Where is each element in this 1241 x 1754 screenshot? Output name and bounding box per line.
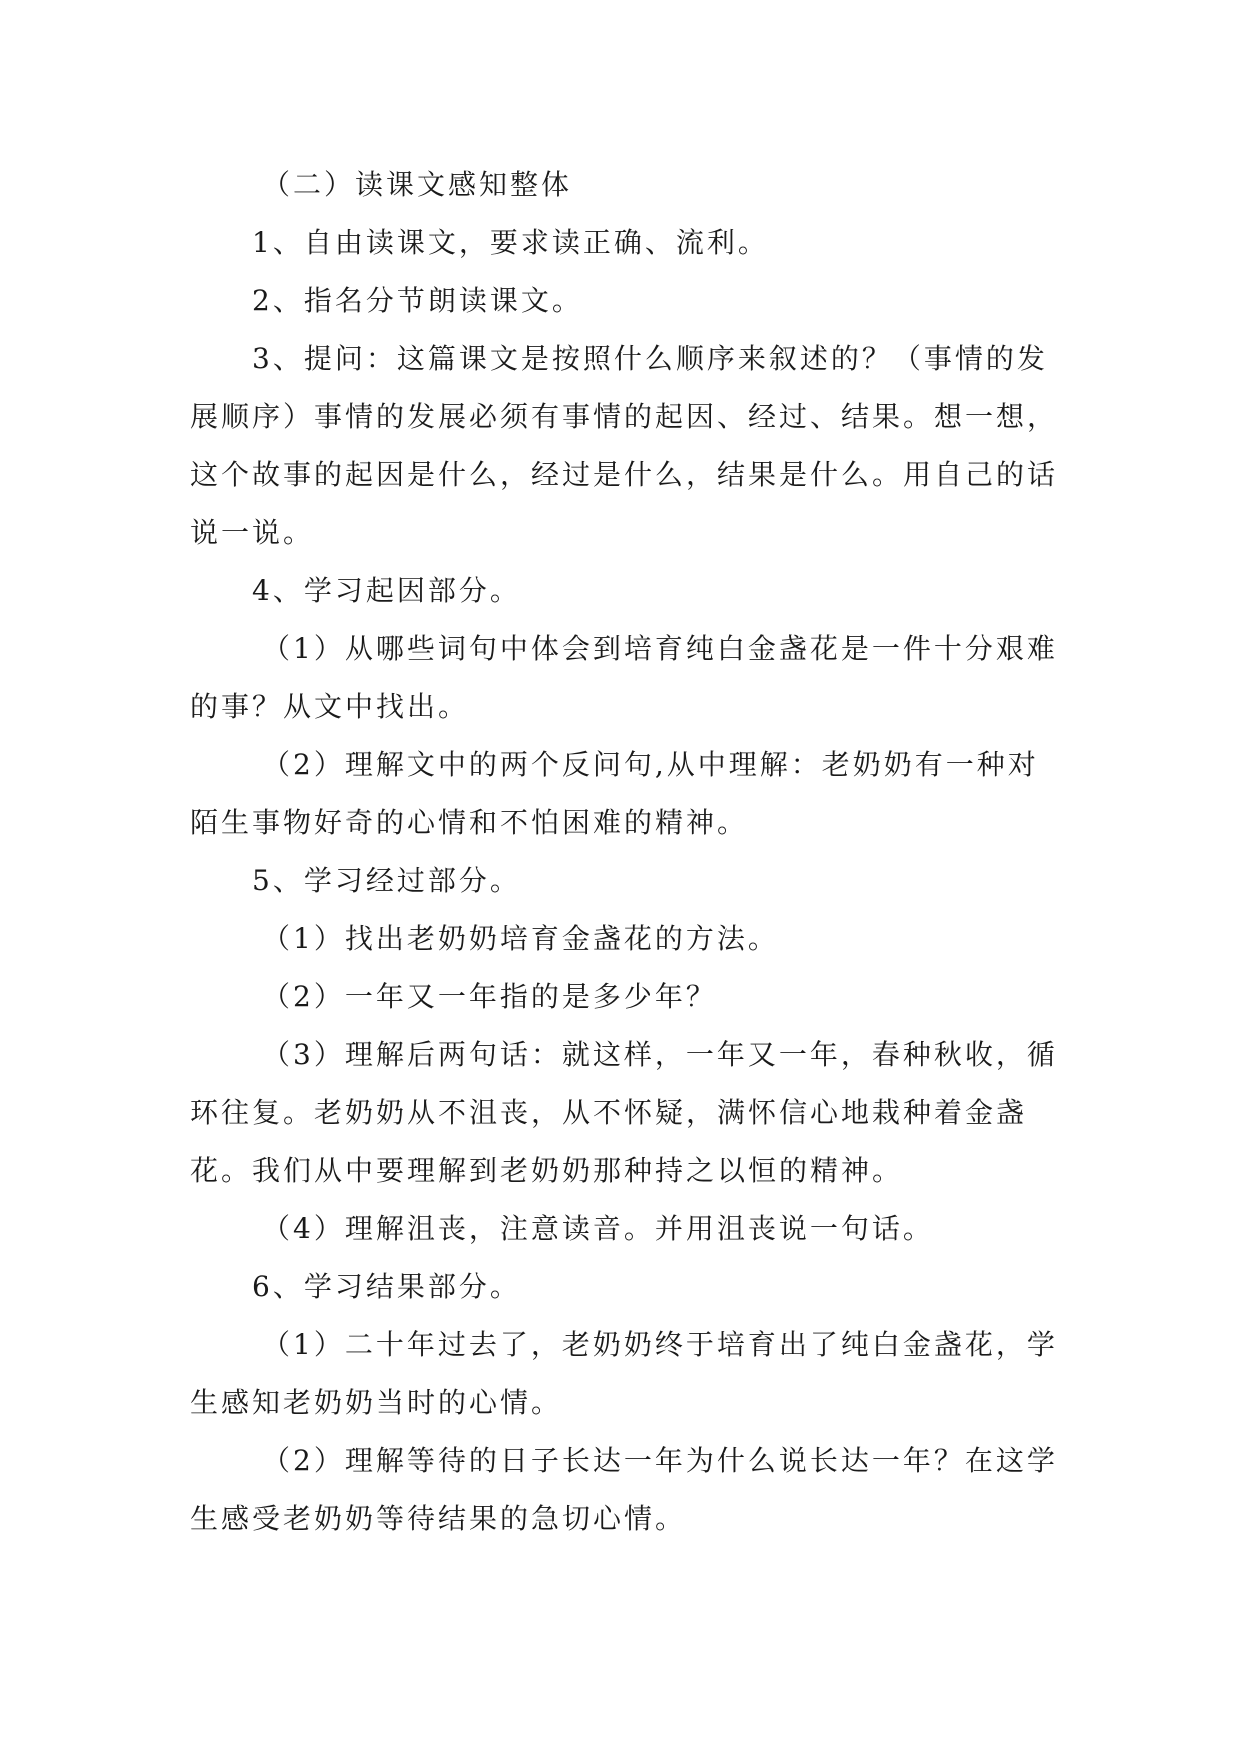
paragraph-item-5-3: （3）理解后两句话：就这样，一年又一年，春种秋收，循环往复。老奶奶从不沮丧，从不怀疑，满怀信心地栽种着金盏花。我们从中要理解到老奶奶那种持之以恒的精神。 — [190, 1038, 1058, 1187]
paragraph-item-5: 5、学习经过部分。 — [252, 864, 521, 897]
paragraph-item-6-1: （1）二十年过去了，老奶奶终于培育出了纯白金盏花，学生感知老奶奶当时的心情。 — [190, 1328, 1058, 1419]
paragraph-item-4: 4、学习起因部分。 — [252, 574, 521, 607]
paragraph-item-1: 1、自由读课文，要求读正确、流利。 — [252, 226, 769, 259]
paragraph-item-5-4: （4）理解沮丧，注意读音。并用沮丧说一句话。 — [262, 1212, 934, 1245]
paragraph-item-2: 2、指名分节朗读课文。 — [252, 284, 583, 317]
section-heading: （二）读课文感知整体 — [262, 168, 573, 201]
paragraph-item-5-1: （1）找出老奶奶培育金盏花的方法。 — [262, 922, 779, 955]
paragraph-item-6-2: （2）理解等待的日子长达一年为什么说长达一年？在这学生感受老奶奶等待结果的急切心情。 — [190, 1444, 1058, 1535]
paragraph-item-6: 6、学习结果部分。 — [252, 1270, 521, 1303]
paragraph-item-4-2: （2）理解文中的两个反问句,从中理解：老奶奶有一种对陌生事物好奇的心情和不怕困难的精神。 — [190, 748, 1039, 839]
paragraph-item-5-2: （2）一年又一年指的是多少年？ — [262, 980, 717, 1013]
paragraph-item-3: 3、提问：这篇课文是按照什么顺序来叙述的？（事情的发展顺序）事情的发展必须有事情的起因、经过、结果。想一想，这个故事的起因是什么，经过是什么，结果是什么。用自己的话说一说。 — [190, 342, 1059, 549]
paragraph-item-4-1: （1）从哪些词句中体会到培育纯白金盏花是一件十分艰难的事？从文中找出。 — [190, 632, 1058, 723]
document-body — [190, 156, 1060, 1548]
